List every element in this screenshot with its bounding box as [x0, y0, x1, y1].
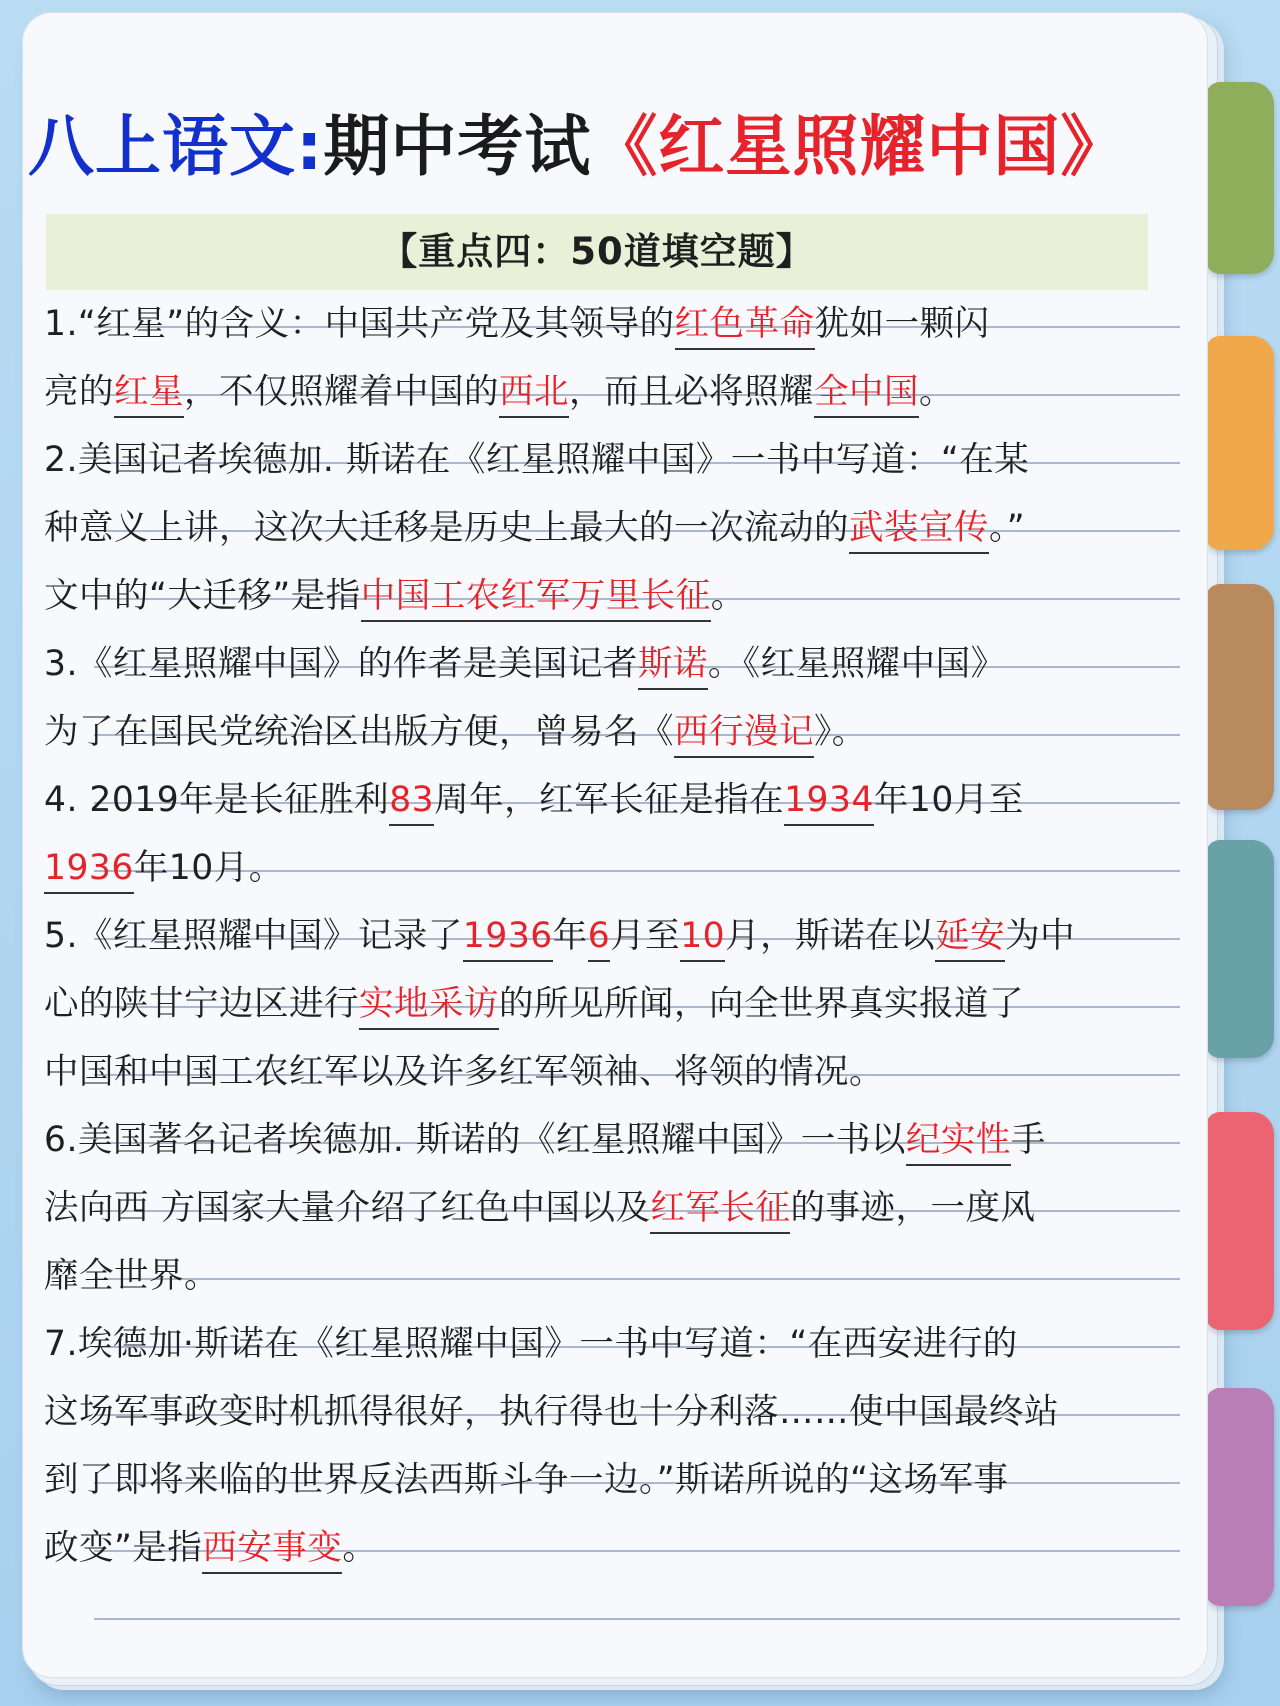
line-text: 政变”是指: [44, 1528, 203, 1568]
answer-blank: 6: [588, 912, 610, 962]
line-text: ，不仅照耀着中国的: [184, 372, 499, 412]
line-text: 6.美国著名记者埃德加. 斯诺的《红星照耀中国》一书以: [44, 1120, 906, 1160]
notebook-tab-green: [1206, 82, 1274, 274]
notebook-tab-brown: [1206, 584, 1274, 810]
section-subtitle: 【重点四：50道填空题】: [380, 230, 814, 273]
line-text: 法向西 方国家大量介绍了红色中国以及: [44, 1188, 651, 1228]
line-text: 的事迹，一度风: [790, 1188, 1036, 1228]
line-text: 手: [1010, 1120, 1046, 1160]
title-book: 《红星照耀中国》: [591, 108, 1128, 185]
line-text: 。: [919, 372, 954, 412]
notebook-tab-orange: [1206, 336, 1274, 550]
text-line: [44, 698, 1154, 766]
line-text: 月，斯诺在以: [725, 916, 936, 956]
line-text: 2.美国记者埃德加. 斯诺在《红星照耀中国》一书中写道：“在某: [44, 440, 1030, 480]
text-line: [44, 494, 1154, 562]
answer-blank: 西北: [499, 368, 569, 418]
text-line: [44, 1446, 1154, 1514]
line-text: 到了即将来临的世界反法西斯斗争一边。”斯诺所说的“这场军事: [44, 1460, 1009, 1500]
line-text: 年10月。: [133, 848, 284, 888]
text-line: [44, 1514, 1154, 1582]
line-text: 。《红星照耀中国》: [707, 644, 1006, 684]
notebook-tab-purple: [1206, 1388, 1274, 1606]
answer-blank: 1936: [44, 844, 134, 894]
text-line: [44, 834, 1154, 902]
answer-blank: 西行漫记: [674, 708, 814, 758]
line-text: 为了在国民党统治区出版方便，曾易名《: [44, 712, 674, 752]
notebook-tab-teal: [1206, 840, 1274, 1058]
line-text: 种意义上讲，这次大迁移是历史上最大的一次流动的: [44, 508, 849, 548]
text-line: [44, 902, 1154, 970]
line-text: 月至: [610, 916, 681, 956]
line-text: 这场军事政变时机抓得很好，执行得也十分利落……使中国最终站: [44, 1392, 1059, 1432]
answer-blank: 1936: [463, 912, 553, 962]
answer-blank: 斯诺: [638, 640, 708, 690]
answer-blank: 83: [389, 776, 434, 826]
text-line: [44, 1242, 1154, 1310]
line-text: 。: [710, 576, 746, 616]
line-text: 心的陕甘宁边区进行: [44, 984, 359, 1024]
notebook-tab-red: [1206, 1112, 1274, 1330]
answer-blank: 武装宣传: [849, 504, 989, 554]
text-line: [44, 1378, 1154, 1446]
answer-blank: 全中国: [814, 368, 919, 418]
line-text: 的所见所闻，向全世界真实报道了: [499, 984, 1024, 1024]
answer-blank: 实地采访: [359, 980, 499, 1030]
text-line: [44, 562, 1154, 630]
text-line: [44, 358, 1154, 426]
line-text: 为中: [1005, 916, 1076, 956]
line-text: 年: [552, 916, 588, 956]
answer-blank: 西安事变: [202, 1524, 342, 1574]
page-title: [28, 92, 1178, 202]
title-subject: 八上语文:: [28, 108, 324, 185]
text-line: [44, 290, 1154, 358]
line-text: 1.“红星”的含义：中国共产党及其领导的: [44, 304, 675, 344]
question-list: [44, 290, 1154, 1582]
text-line: [44, 1310, 1154, 1378]
line-text: 靡全世界。: [44, 1256, 219, 1296]
line-text: 》。: [814, 712, 867, 752]
text-line: [44, 970, 1154, 1038]
answer-blank: 中国工农红军万里长征: [361, 572, 711, 622]
text-line: [44, 1106, 1154, 1174]
line-text: 3.《红星照耀中国》的作者是美国记者: [44, 644, 638, 684]
answer-blank: 红色革命: [675, 300, 815, 350]
text-line: [44, 1038, 1154, 1106]
line-text: 。”: [989, 508, 1026, 548]
line-text: 5.《红星照耀中国》记录了: [44, 916, 463, 956]
line-text: 年10月至: [873, 780, 1024, 820]
ruled-line: [94, 1618, 1180, 1620]
line-text: 4. 2019年是长征胜利: [44, 780, 390, 820]
text-line: [44, 1174, 1154, 1242]
answer-blank: 延安: [935, 912, 1005, 962]
text-line: [44, 630, 1154, 698]
line-text: 7.埃德加·斯诺在《红星照耀中国》一书中写道：“在西安进行的: [44, 1324, 1018, 1364]
line-text: 犹如一颗闪: [814, 304, 990, 344]
line-text: 周年，红军长征是指在: [434, 780, 785, 820]
line-text: 文中的“大迁移”是指: [44, 576, 361, 616]
answer-blank: 纪实性: [906, 1116, 1011, 1166]
answer-blank: 1934: [784, 776, 874, 826]
answer-blank: 红星: [114, 368, 184, 418]
title-exam: 期中考试: [323, 108, 592, 185]
line-text: 中国和中国工农红军以及许多红军领袖、将领的情况。: [44, 1052, 884, 1092]
text-line: [44, 426, 1154, 494]
line-text: 。: [342, 1528, 378, 1568]
answer-blank: 10: [680, 912, 725, 962]
answer-blank: 红军长征: [650, 1184, 790, 1234]
text-line: [44, 766, 1154, 834]
line-text: ，而且必将照耀: [569, 372, 814, 412]
line-text: 亮的: [44, 372, 114, 412]
